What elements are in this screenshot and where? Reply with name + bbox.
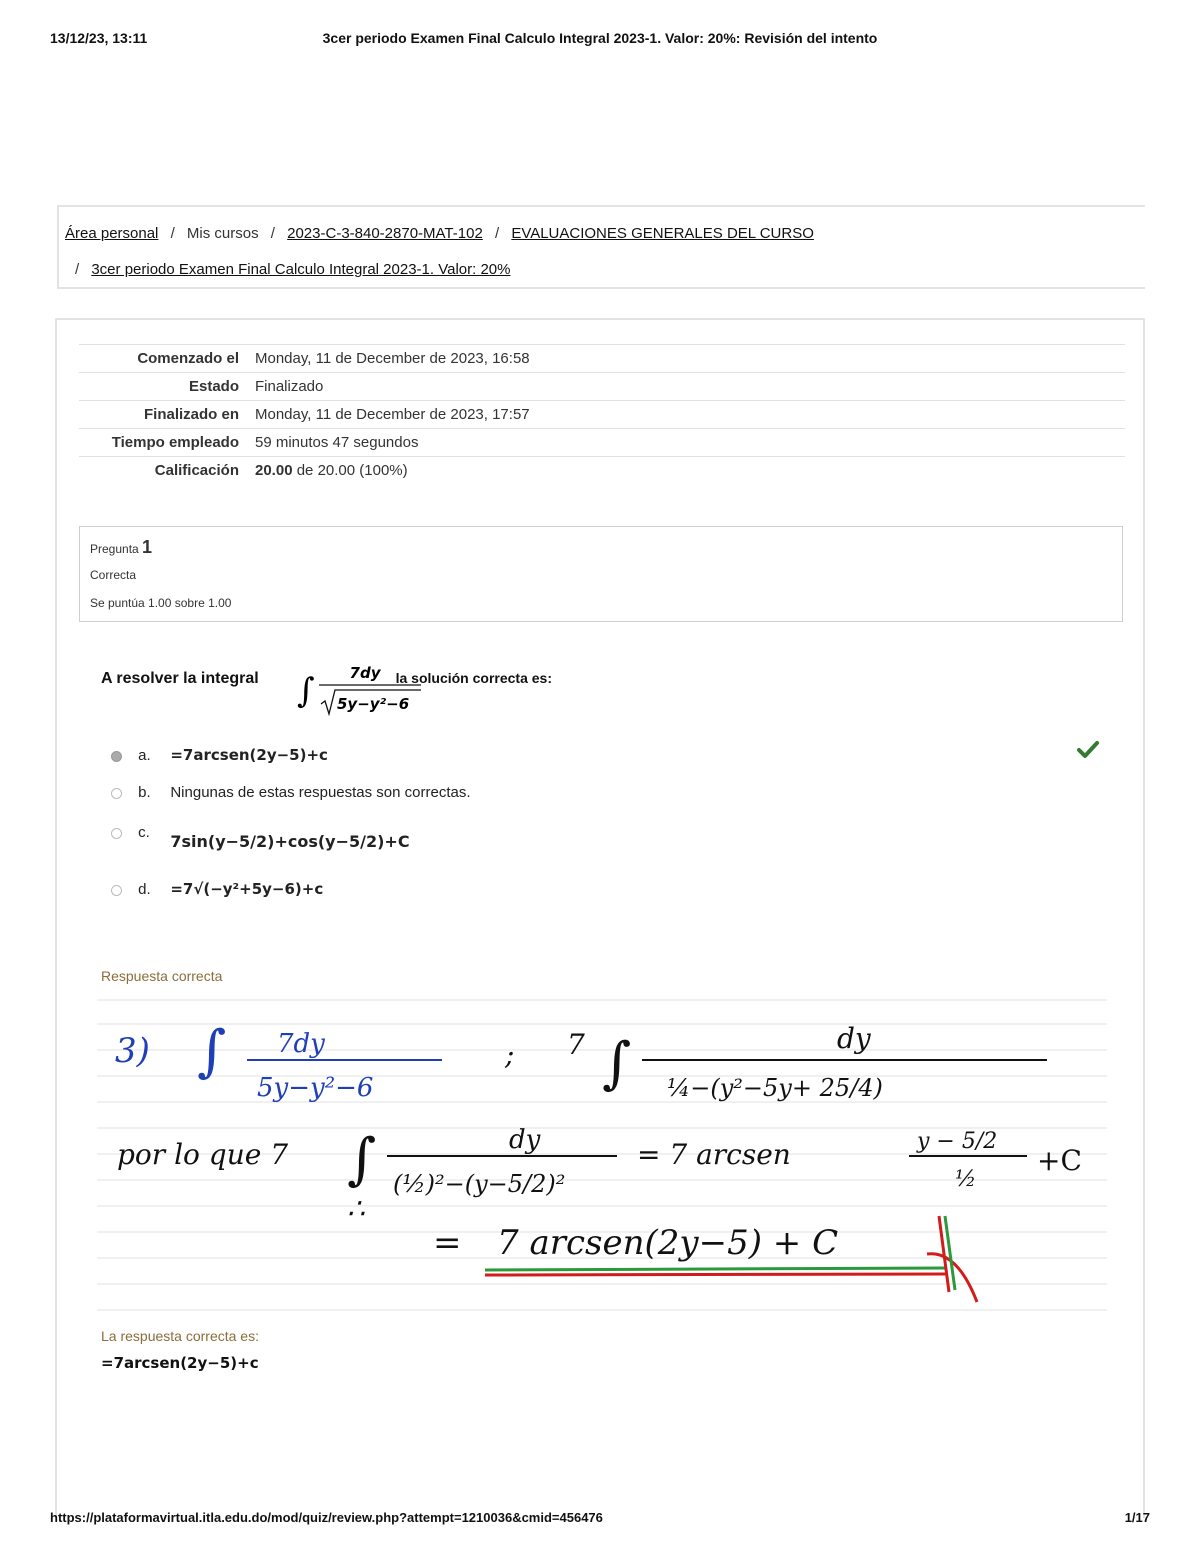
summary-label: Tiempo empleado — [79, 429, 255, 457]
breadcrumb-area-personal[interactable]: Área personal — [65, 225, 159, 242]
svg-text:+C: +C — [1037, 1144, 1082, 1177]
pdf-header — [50, 30, 1150, 50]
summary-label: Finalizado en — [79, 401, 255, 429]
summary-row — [79, 345, 1125, 373]
summary-label: Calificación — [79, 457, 255, 485]
svg-text:=: = — [433, 1223, 462, 1263]
summary-row — [79, 429, 1125, 457]
radio-button[interactable] — [111, 885, 122, 896]
svg-text:3): 3) — [115, 1031, 150, 1071]
correct-answer-value: =7arcsen(2y−5)+c — [101, 1354, 259, 1372]
svg-text:dy: dy — [509, 1125, 541, 1155]
svg-text:;: ; — [505, 1038, 515, 1071]
option-letter: b. — [138, 784, 151, 801]
svg-text:por lo que 7: por lo que 7 — [117, 1138, 289, 1171]
attempt-summary-table — [79, 344, 1125, 484]
breadcrumb-quiz[interactable]: 3cer periodo Examen Final Calculo Integral 2023-1. Valor: 20% — [91, 261, 511, 278]
pdf-footer — [50, 1510, 1150, 1530]
summary-value: Finalizado — [255, 373, 1125, 401]
handwritten-solution — [97, 992, 1107, 1312]
breadcrumb — [57, 205, 1145, 289]
svg-text:5y−y²−6: 5y−y²−6 — [257, 1073, 374, 1103]
svg-text:∫: ∫ — [297, 671, 315, 711]
question-state: Correcta — [90, 568, 137, 582]
svg-text:(½)²−(y−5/2)²: (½)²−(y−5/2)² — [393, 1170, 566, 1198]
svg-text:= 7 arcsen: = 7 arcsen — [637, 1138, 791, 1171]
answer-option-b[interactable] — [111, 784, 471, 801]
svg-text:∫: ∫ — [347, 1127, 377, 1192]
summary-value — [255, 457, 1125, 485]
svg-text:¼−(y²−5y+ 25/4): ¼−(y²−5y+ 25/4) — [667, 1074, 883, 1102]
option-text: 7sin(y−5/2)+cos(y−5/2)+C — [170, 832, 410, 851]
question-suffix: la solución correcta es: — [395, 670, 553, 686]
summary-value: Monday, 11 de December de 2023, 17:57 — [255, 401, 1125, 429]
radio-button[interactable] — [111, 751, 122, 762]
question-info-box — [79, 526, 1123, 622]
integral-radicand: 5y−y²−6 — [337, 695, 410, 713]
correct-answer-label: La respuesta correcta es: — [101, 1328, 259, 1344]
print-title: 3cer periodo Examen Final Calculo Integral 2023-1. Valor: 20%: Revisión del intento — [322, 30, 878, 46]
print-url: https://plataformavirtual.itla.edu.do/mod/quiz/review.php?attempt=1210036&cmid=456476 — [50, 1510, 603, 1525]
quiz-review-panel — [55, 318, 1145, 1518]
checkmark-icon — [1077, 740, 1099, 760]
svg-text:dy: dy — [837, 1022, 871, 1055]
page-number: 1/17 — [1124, 1510, 1150, 1525]
summary-label: Estado — [79, 373, 255, 401]
summary-value: 59 minutos 47 segundos — [255, 429, 1125, 457]
breadcrumb-mis-cursos: Mis cursos — [186, 225, 259, 242]
summary-row — [79, 401, 1125, 429]
breadcrumb-separator: / — [75, 261, 80, 278]
question-grade: Se puntúa 1.00 sobre 1.00 — [90, 596, 232, 610]
grade-total: de 20.00 (100%) — [292, 462, 408, 479]
print-date: 13/12/23, 13:11 — [50, 30, 148, 46]
svg-text:7: 7 — [567, 1028, 585, 1061]
radio-button[interactable] — [111, 828, 122, 839]
integral-expression — [297, 656, 427, 720]
question-number: Pregunta 1 — [90, 537, 153, 557]
svg-text:y − 5/2: y − 5/2 — [917, 1129, 998, 1154]
answer-option-c[interactable] — [111, 822, 410, 851]
summary-label: Comenzado el — [79, 345, 255, 373]
summary-row — [79, 373, 1125, 401]
breadcrumb-separator: / — [170, 225, 175, 242]
option-text: =7√(−y²+5y−6)+c — [170, 880, 324, 898]
option-letter: d. — [138, 881, 151, 898]
integral-numerator: 7dy — [349, 664, 381, 682]
feedback-result: Respuesta correcta — [101, 968, 223, 984]
breadcrumb-separator: / — [494, 225, 500, 242]
svg-text:∴: ∴ — [347, 1192, 365, 1225]
summary-value: Monday, 11 de December de 2023, 16:58 — [255, 345, 1125, 373]
breadcrumb-separator: / — [270, 225, 275, 242]
grade-value: 20.00 — [255, 462, 293, 479]
option-text: =7arcsen(2y−5)+c — [170, 746, 328, 764]
option-letter: c. — [138, 824, 150, 841]
svg-text:½: ½ — [955, 1167, 977, 1192]
summary-row — [79, 457, 1125, 485]
breadcrumb-course[interactable]: 2023-C-3-840-2870-MAT-102 — [287, 225, 483, 242]
answer-option-a[interactable] — [111, 746, 328, 764]
option-letter: a. — [138, 747, 151, 764]
breadcrumb-evaluaciones[interactable]: EVALUACIONES GENERALES DEL CURSO — [511, 225, 814, 242]
svg-text:7dy: 7dy — [277, 1029, 325, 1059]
answer-option-d[interactable] — [111, 880, 323, 898]
svg-text:∫: ∫ — [197, 1019, 227, 1084]
svg-text:7 arcsen(2y−5) + C: 7 arcsen(2y−5) + C — [497, 1223, 839, 1263]
svg-text:∫: ∫ — [602, 1031, 632, 1096]
radio-button[interactable] — [111, 788, 122, 799]
question-prefix: A resolver la integral — [101, 670, 259, 687]
option-text: Ningunas de estas respuestas son correctas. — [170, 784, 471, 801]
